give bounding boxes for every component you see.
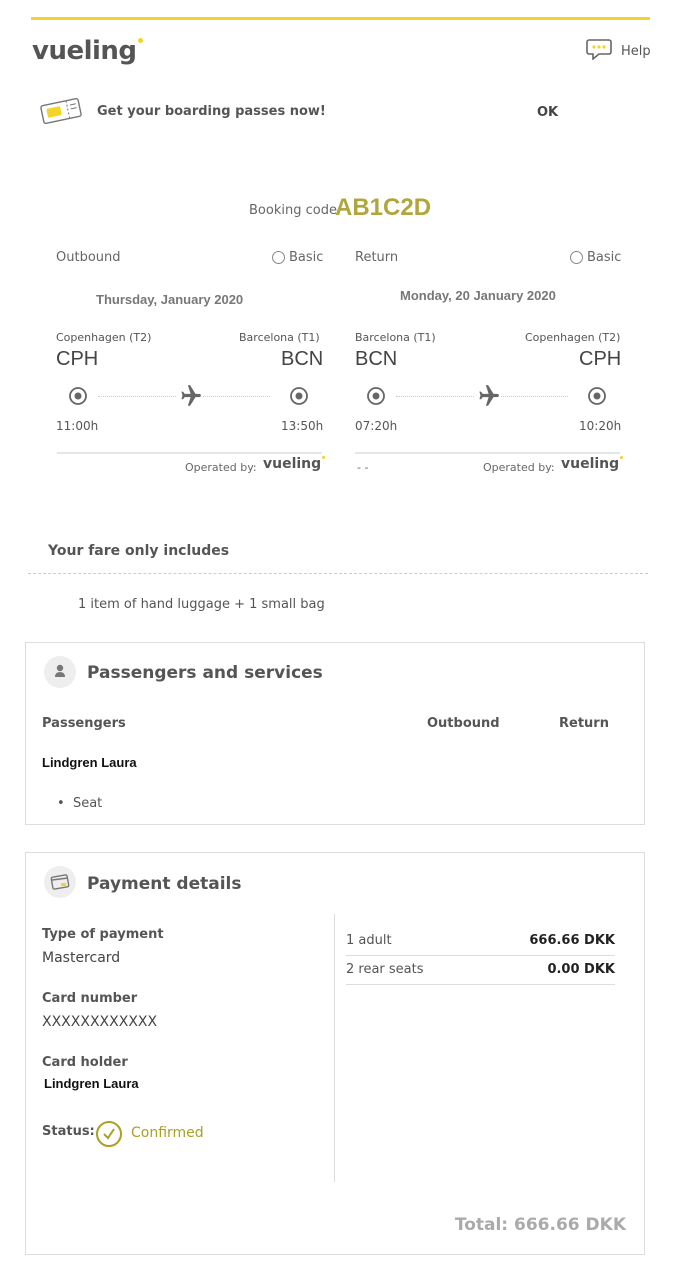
person-icon-wrap xyxy=(44,656,76,688)
outbound-dest-code: BCN xyxy=(281,348,324,370)
price-line-label: 1 adult xyxy=(346,933,392,948)
price-divider xyxy=(346,955,615,956)
outbound-date: Thursday, January 2020 xyxy=(96,292,244,307)
dashed-divider xyxy=(28,573,648,574)
return-flight-ref: - - xyxy=(357,461,369,474)
col-return: Return xyxy=(559,716,609,731)
outbound-depart-time: 11:00h xyxy=(56,419,99,433)
price-divider xyxy=(346,984,615,985)
return-operator-logo: vueling xyxy=(561,456,622,472)
service-item: • Seat xyxy=(57,796,103,811)
booking-code-label: Booking code xyxy=(249,203,337,218)
outbound-operator-logo: vueling xyxy=(263,456,324,472)
outbound-arrive-time: 13:50h xyxy=(281,419,324,433)
radio-icon xyxy=(570,251,583,264)
card-number-label: Card number xyxy=(42,991,138,1006)
payment-total: Total: 666.66 DKK xyxy=(454,1215,626,1235)
outbound-origin-city: Copenhagen (T2) xyxy=(56,331,152,344)
divider xyxy=(355,452,620,454)
chat-bubble-icon[interactable] xyxy=(586,38,612,60)
price-line-amount: 666.66 DKK xyxy=(529,933,615,948)
passenger-name: Lindgren Laura xyxy=(42,755,137,770)
outbound-fare-label: Basic xyxy=(289,250,324,265)
return-dest-city: Copenhagen (T2) xyxy=(525,331,621,344)
destination-point-icon xyxy=(588,387,606,405)
radio-icon xyxy=(272,251,285,264)
passengers-title: Passengers and services xyxy=(87,663,323,683)
origin-point-icon xyxy=(367,387,385,405)
payment-section xyxy=(25,852,645,1255)
return-arrive-time: 10:20h xyxy=(579,419,622,433)
return-title: Return xyxy=(355,250,399,265)
brand-top-bar xyxy=(31,17,650,20)
col-passengers: Passengers xyxy=(42,716,126,731)
outbound-origin-code: CPH xyxy=(56,348,99,370)
ok-button[interactable]: OK xyxy=(537,105,559,120)
fare-item: 1 item of hand luggage + 1 small bag xyxy=(78,597,325,612)
status-label: Status: xyxy=(42,1124,95,1139)
return-depart-time: 07:20h xyxy=(355,419,398,433)
person-icon xyxy=(44,656,76,688)
outbound-operated-label: Operated by: xyxy=(185,461,257,474)
boarding-pass-banner-text: Get your boarding passes now! xyxy=(97,104,326,119)
booking-code: AB1C2D xyxy=(335,194,432,221)
outbound-title: Outbound xyxy=(56,250,121,265)
status-value: Confirmed xyxy=(131,1125,204,1141)
origin-point-icon xyxy=(69,387,87,405)
return-fare-label: Basic xyxy=(587,250,622,265)
outbound-fare-basic[interactable] xyxy=(272,250,323,265)
fare-includes-title: Your fare only includes xyxy=(48,543,230,559)
card-number-value: XXXXXXXXXXXX xyxy=(42,1014,158,1030)
return-dest-code: CPH xyxy=(579,348,622,370)
price-line-label: 2 rear seats xyxy=(346,962,424,977)
payment-title: Payment details xyxy=(87,874,242,894)
return-date: Monday, 20 January 2020 xyxy=(400,288,556,303)
help-link[interactable]: Help xyxy=(621,44,651,59)
payment-type-label: Type of payment xyxy=(42,927,164,942)
check-circle-icon xyxy=(95,1120,123,1148)
plane-icon xyxy=(176,383,202,409)
card-holder-value: Lindgren Laura xyxy=(44,1076,139,1091)
outbound-dest-city: Barcelona (T1) xyxy=(239,331,320,344)
return-operated-label: Operated by: xyxy=(483,461,555,474)
divider xyxy=(57,452,322,454)
column-divider xyxy=(334,914,335,1182)
payment-type-value: Mastercard xyxy=(42,950,121,966)
plane-icon xyxy=(474,383,500,409)
card-holder-label: Card holder xyxy=(42,1055,128,1070)
boarding-pass-icon xyxy=(38,96,84,126)
col-outbound: Outbound xyxy=(427,716,500,731)
return-fare-basic[interactable] xyxy=(570,250,621,265)
return-origin-code: BCN xyxy=(355,348,398,370)
return-origin-city: Barcelona (T1) xyxy=(355,331,436,344)
price-line-amount: 0.00 DKK xyxy=(547,962,615,977)
card-icon-wrap xyxy=(44,866,76,898)
destination-point-icon xyxy=(290,387,308,405)
service-label: Seat xyxy=(72,796,103,811)
vueling-logo[interactable]: vueling xyxy=(32,36,142,66)
credit-card-icon xyxy=(44,866,76,898)
